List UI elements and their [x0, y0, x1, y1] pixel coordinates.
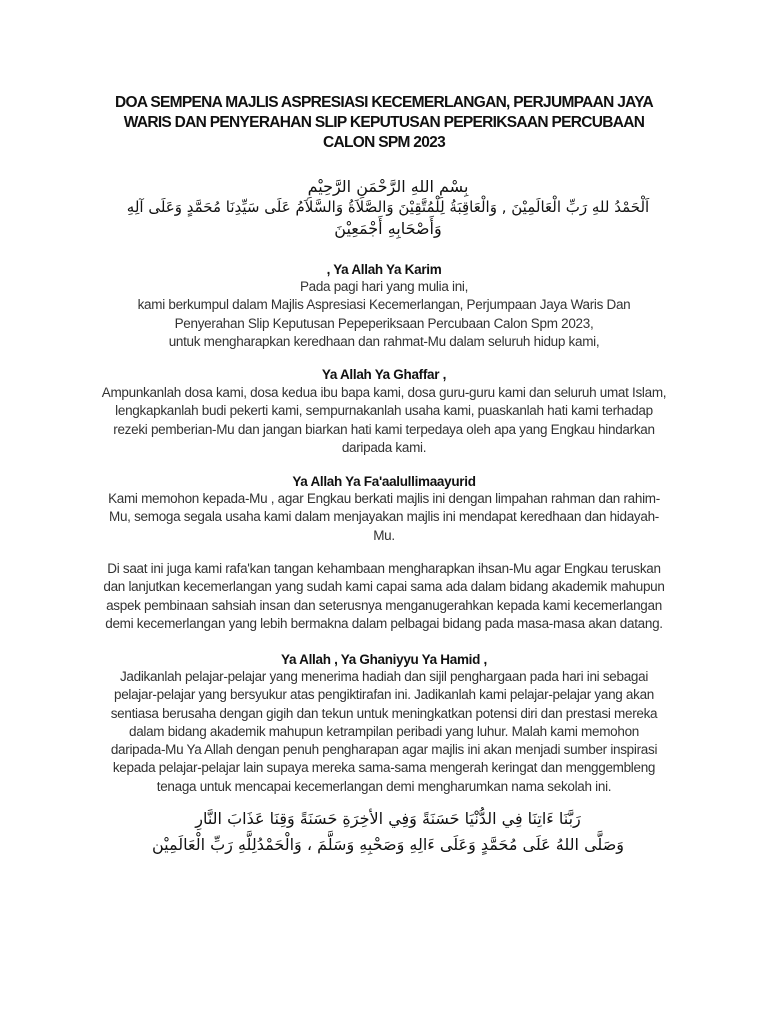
paragraph — [100, 668, 668, 796]
paragraph-line: Di saat ini juga kami rafa'kan tangan kehambaan mengharapkan ihsan-Mu agar Engkau teruskan — [107, 561, 661, 576]
paragraph-line: rezeki pemberian-Mu dan jangan biarkan hati kami terpedaya oleh apa yang Engkau hindarkan — [113, 421, 655, 437]
paragraph-line: pelajar-pelajar yang bersyukur atas pengiktirafan ini. Jadikanlah kami pelajar-pelajar yang akan — [113, 687, 655, 703]
paragraph-line: dalam bidang akademik mahupun ketrampilan peribadi yang luhur. Malah kami memohon — [128, 723, 639, 739]
arabic-line: اَلْحَمْدُ للهِ رَبِّ الْعَالَمِيْنَ , وَالْعَاقِبَةُ لِلْمُتَّقِيْنَ وَالصَّلاَةُ وَالسَّلاَمُ عَلَى سَيِّدِنَا مُحَمَّدٍ وَعَلَى آلِهِ — [126, 198, 650, 216]
section-heading: Ya Allah Ya Ghaffar , — [321, 367, 447, 382]
arabic-line: وَصَلَّى اللهُ عَلَى مُحَمَّدٍ وَعَلَى ءَالِهِ وَصَحْبِهِ وَسَلَّمَ ، وَالْحَمْدُلِلَّهِ رَبِّ الْعَالَمِيْن — [151, 835, 625, 854]
paragraph-line: Kami memohon kepada-Mu , agar Engkau berkati majlis ini dengan limpahan rahman dan rahim- — [108, 491, 660, 506]
document-title — [60, 93, 708, 153]
paragraph-line: untuk mengharapkan keredhaan dan rahmat-Mu dalam seluruh hidup kami, — [168, 333, 600, 349]
title-line: WARIS DAN PENYERAHAN SLIP KEPUTUSAN PEPERIKSAAN PERCUBAAN — [123, 114, 645, 131]
paragraph-line: Jadikanlah pelajar-pelajar yang menerima hadiah dan sijil penghargaan pada hari ini sebagai — [119, 669, 649, 684]
section-heading: , Ya Allah Ya Karim — [326, 262, 442, 277]
section-heading: Ya Allah Ya Fa'aalullimaayurid — [292, 474, 476, 489]
paragraph-line: kami berkumpul dalam Majlis Aspresiasi Kecemerlangan, Perjumpaan Jaya Waris Dan — [137, 297, 631, 313]
paragraph-line: Mu. — [373, 527, 395, 543]
paragraph-line: Mu, semoga segala usaha kami dalam menjayakan majlis ini mendapat keredhaan dan hidayah- — [109, 509, 659, 525]
paragraph-line: demi kecemerlangan yang lebih bermakna dalam pelbagai bidang pada masa-masa akan datang. — [105, 615, 663, 631]
paragraph-line: daripada kami. — [341, 439, 427, 455]
section-heading: Ya Allah , Ya Ghaniyyu Ya Hamid , — [281, 652, 487, 667]
arabic-line: رَبَّنَا ءَاتِنَا فِي الدُّنْيَا حَسَنَةً وَفِي الأخِرَةِ حَسَنَةً وَقِنَا عَذَابَ النَّارِ — [195, 809, 581, 828]
arabic-line: وَأَصْحَابِهِ أَجْمَعِيْنَ — [334, 219, 442, 238]
paragraph-line: Pada pagi hari yang mulia ini, — [299, 279, 469, 294]
paragraph — [100, 384, 668, 457]
paragraph — [100, 560, 668, 633]
paragraph-line: aspek pembinaan sahsiah insan dan seterusnya menganugerahkan kepada kami kecemerlangan — [106, 597, 662, 613]
paragraph-line: daripada-Mu Ya Allah dengan penuh pengharapan agar majlis ini akan menjadi sumber inspirasi — [110, 742, 658, 758]
paragraph-line: dan lanjutkan kecemerlangan yang sudah kami capai sama ada dalam bidang akademik mahupun — [103, 579, 665, 595]
arabic-closing-prayer — [96, 806, 680, 858]
paragraph-line: tenaga untuk mencapai kecemerlangan demi mengharumkan nama sekolah ini. — [156, 778, 612, 794]
arabic-line: بِسْمِ اللهِ الرَّحْمَنِ الرَّحِيْمِ — [307, 177, 469, 196]
paragraph-line: lengkapkanlah budi pekerti kami, sempurnakanlah usaha kami, puaskanlah hati kami terhadap — [115, 403, 653, 419]
title-line: CALON SPM 2023 — [323, 134, 445, 151]
paragraph-line: Ampunkanlah dosa kami, dosa kedua ibu bapa kami, dosa guru-guru kami dan seluruh umat Islam, — [101, 385, 667, 400]
paragraph — [100, 278, 668, 351]
paragraph-line: Penyerahan Slip Keputusan Pepeperiksaan Percubaan Calon Spm 2023, — [174, 315, 594, 331]
arabic-opening-prayer — [96, 176, 680, 239]
title-line: DOA SEMPENA MAJLIS ASPRESIASI KECEMERLANGAN, PERJUMPAAN JAYA — [115, 94, 653, 111]
paragraph-line: kepada pelajar-pelajar lain supaya mereka sama-sama mengerah keringat dan menggembleng — [112, 760, 656, 776]
paragraph — [100, 490, 668, 545]
paragraph-line: sentiasa berusaha dengan gigih dan tekun untuk meningkatkan potensi diri dan prestasi mereka — [110, 705, 658, 721]
